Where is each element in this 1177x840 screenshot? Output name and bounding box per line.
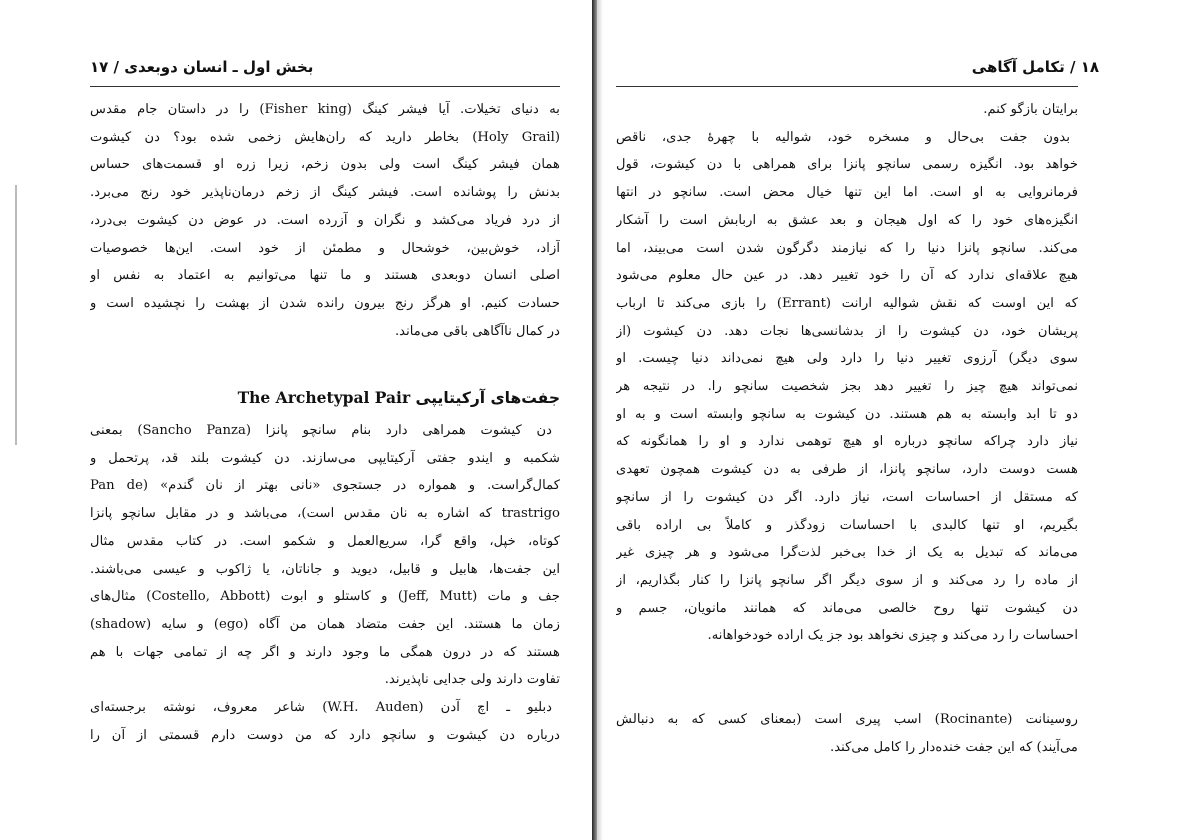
running-header-left: بخش اول ـ انسان دوبعدی / ۱۷	[90, 58, 314, 76]
text-line: احساسات را رد می‌کند و چیزی نخواهد بود جز یک اراده خودخواهانه.	[707, 628, 1078, 644]
section-heading-fa: جفت‌های آرکیتایپی	[415, 389, 560, 407]
text-line: که مستقل از احساسات است، نیاز دارد. اگر دن کیشوت را از سانچو	[616, 489, 1078, 505]
text-line: نمی‌تواند هیچ چیز را تغییر دهد بجز شخصیت سانچو را. در نتیجه هر	[616, 379, 1078, 395]
text-line: از درد فریاد می‌کشد و نگران و آزرده است. در عوض دن کیشوت بی‌درد،	[90, 212, 560, 228]
header-rule-left	[90, 86, 560, 87]
text-line: درباره دن کیشوت و سانچو دارد که من دوست دارم قسمتی از آن را	[90, 727, 560, 743]
paragraph-2	[90, 417, 560, 749]
text-line: اصلی انسان دوبعدی هستند و ما تنها می‌توانیم به اعتماد به نفس او	[90, 268, 560, 284]
quote-block	[616, 96, 1078, 650]
text-line: می‌کند. سانچو پانزا دنیا را که نیازمند دگرگون شدن است می‌بیند، اما	[616, 240, 1078, 256]
text-line: سوی دیگر) آرزوی تغییر دنیا را دارد ولی هیچ نمی‌داند دنیا چیست. او	[616, 351, 1078, 367]
text-line: بدنش را پوشانده است. فیشر کینگ از زخم درمان‌ناپذیر خود رنج می‌برد.	[90, 185, 560, 201]
text-line: پریشان خود، دن کیشوت را از بدشانسی‌ها نجات دهد. دن کیشوت (از	[616, 323, 1078, 339]
running-header-right: ۱۸ / تکامل آگاهی	[971, 58, 1099, 76]
text-line: همان فیشر کینگ است ولی بدون زخم، زیرا زره او قسمت‌های حساس	[90, 157, 560, 173]
text-line: هیچ علاقه‌ای ندارد که آن را خود تغییر دهد. در عین حال معلوم می‌شود	[616, 268, 1078, 284]
text-line: در کمال ناآگاهی باقی می‌ماند.	[394, 323, 560, 339]
text-line: دن کیشوت تنها روح خالصی می‌ماند که همانند مانویان، جسم و	[616, 600, 1078, 616]
text-line: برایتان بازگو کنم.	[983, 102, 1078, 117]
text-line: جف و مات (Jeff, Mutt) و کاستلو و ابوت (Costello, Abbott) مثال‌های	[90, 589, 560, 605]
text-line: روسینانت (Rocinante) اسب پیری است (بمعنای کسی که به دنبالش	[616, 712, 1078, 727]
text-line: می‌آیند) که این جفت خنده‌دار را کامل می‌کند.	[830, 739, 1078, 755]
text-line: از ماده را رد می‌کند و از سوی دیگر اگر سانچو پانزا را کنار بگذاریم، از	[616, 572, 1078, 588]
text-line: شکمبه و ایندو جفتی آرکیتایپی می‌سازند. دن کیشوت بلند قد، پرتحمل و	[90, 450, 560, 466]
text-line: دو تا ابد وابسته به هم هستند. دن کیشوت به سانچو وابسته است و به او	[616, 406, 1078, 422]
text-line: کوتاه، خپل، واقع گرا، سریع‌العمل و شکمو است. در کتاب مقدس مثال	[90, 533, 560, 549]
text-line: می‌ماند که تبدیل به یک از خدا بی‌خبر لذت‌گرا می‌شود و هر چیزی غیر	[616, 545, 1078, 561]
text-line: (Holy Grail) بخاطر دارید که ران‌هایش زخمی شده بود؟ دن کیشوت	[90, 129, 560, 145]
text-line: دن کیشوت همراهی دارد بنام سانچو پانزا (Sancho Panza) بمعنی	[90, 423, 552, 438]
text-line: که این اوست که نقش شوالیه ارانت (Errant) را بازی می‌کند تا ارباب	[616, 295, 1078, 311]
paragraph-1	[90, 96, 560, 345]
header-rule-right	[616, 86, 1078, 87]
text-line: هستند که در درون همگی ما وجود دارند و اگر چه از تمامی جهات با هم	[90, 644, 560, 660]
text-line: انگیزه‌های خود را که اول هیجان و بعد عشق به اربابش است را آشکار	[616, 212, 1078, 228]
text-line: این جفت‌ها، هابیل و قابیل، دیوید و جاناتان، یا ژاکوب و عیسی می‌باشند.	[90, 561, 560, 577]
right-page	[600, 0, 1177, 840]
text-line: فرمانروایی به او است. اما این تنها خیال محض است. سانچو در انتها	[616, 185, 1078, 201]
text-line: هست دوست دارد، سانچو پانزا، از طرفی به دن کیشوت همچون تعهدی	[616, 462, 1078, 478]
text-line: trastrigo که اشاره به نان مقدس است)، می‌باشد و در مقابل سانچو پانزا	[90, 506, 560, 522]
closing-paragraph	[616, 706, 1078, 761]
text-line: به دنیای تخیلات. آیا فیشر کینگ (Fisher king) را در داستان جام مقدس	[90, 102, 560, 117]
text-line: بگیریم، او تنها کالبدی با احساسات زودگذر و کاملاً بی اراده باقی	[616, 517, 1078, 533]
text-line: تفاوت دارند ولی جدایی ناپذیرند.	[384, 672, 560, 688]
text-line: کمال‌گراست. و همواره در جستجوی «نانی بهتر از نان گندم» (Pan de	[90, 478, 560, 494]
text-line: نیاز دارد چراکه سانچو درباره او هیچ توهمی ندارد و او را همانگونه که	[616, 434, 1078, 450]
section-heading	[90, 388, 560, 407]
text-line: بدون جفت بی‌حال و مسخره خود، شوالیه با چهرهٔ جدی، ناقص	[616, 129, 1070, 145]
text-line: حسادت کنیم. او هرگز رنج بیرون رانده شدن از بهشت را نچشیده است و	[90, 295, 560, 311]
text-line: آزاد، خوش‌بین، خوشحال و مطمئن از خود است. این‌ها خصوصیات	[90, 240, 560, 256]
section-heading-en: The Archetypal Pair	[237, 388, 411, 407]
text-line: خواهد بود. انگیزه رسمی سانچو پانزا برای همراهی با دن کیشوت، قول	[616, 157, 1078, 173]
text-line: دبلیو ـ اچ آدن (W.H. Auden) شاعر معروف، نوشته برجسته‌ای	[90, 700, 552, 716]
text-line: زمان ما هستند. این جفت متضاد همان من آگاه (ego) و سایه (shadow)	[90, 616, 560, 632]
